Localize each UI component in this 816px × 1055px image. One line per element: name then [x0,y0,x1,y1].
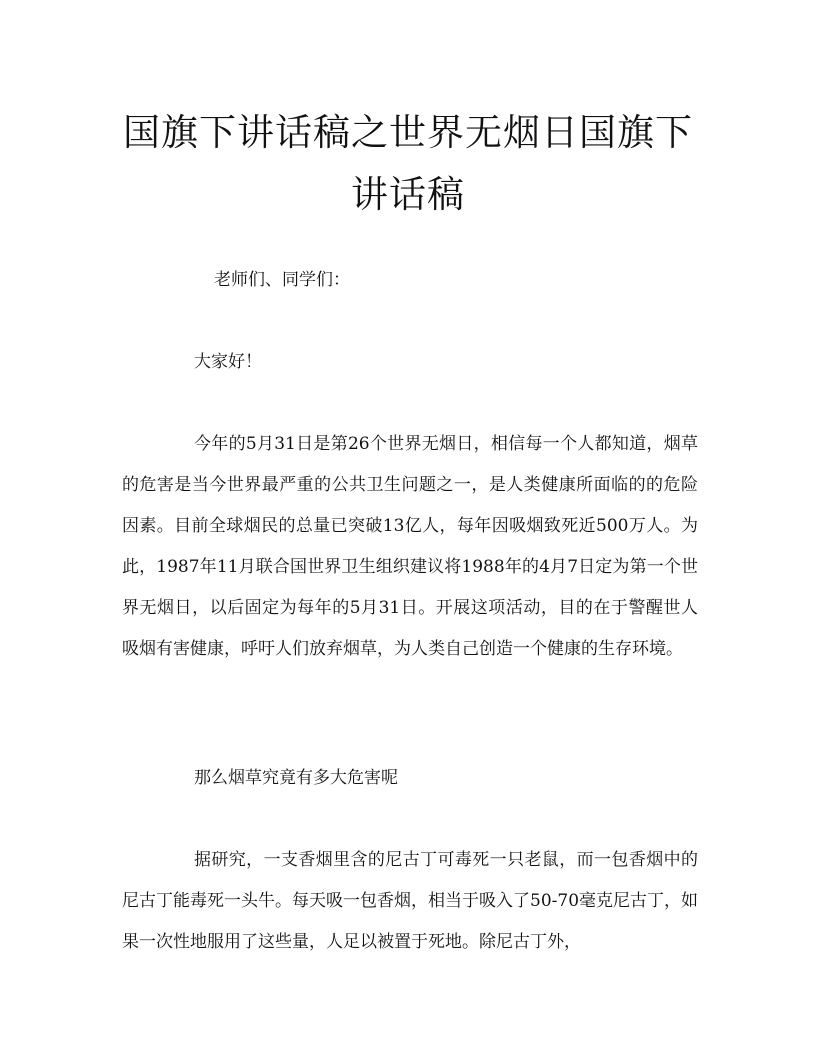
body-paragraph-1: 今年的5月31日是第26个世界无烟日，相信每一个人都知道，烟草的危害是当今世界最严重的公共卫生问题之一，是人类健康所面临的的危险因素。目前全球烟民的总量已突破13亿人，每年因吸烟致死近500万人。为此，1987年11月联合国世界卫生组织建议将1988年的4月7日定为第一个世界无烟日，以后固定为每年的5月31日。开展这项活动，目的在于警醒世人吸烟有害健康，呼吁人们放弃烟草，为人类自己创造一个健康的生存环境。 [122,434,698,659]
hello-line: 大家好！ [194,352,262,372]
body-paragraph-2: 据研究，一支香烟里含的尼古丁可毒死一只老鼠，而一包香烟中的尼古丁能毒死一头牛。每天吸一包香烟，相当于吸入了50-70毫克尼古丁，如果一次性地服用了这些量，人足以被置于死地。除尼古丁外， [122,850,699,952]
greeting-line: 老师们、同学们： [214,270,350,290]
question-line: 那么烟草究竟有多大危害呢 [194,768,398,788]
document-title: 国旗下讲话稿之世界无烟日国旗下讲话稿 [123,111,693,216]
